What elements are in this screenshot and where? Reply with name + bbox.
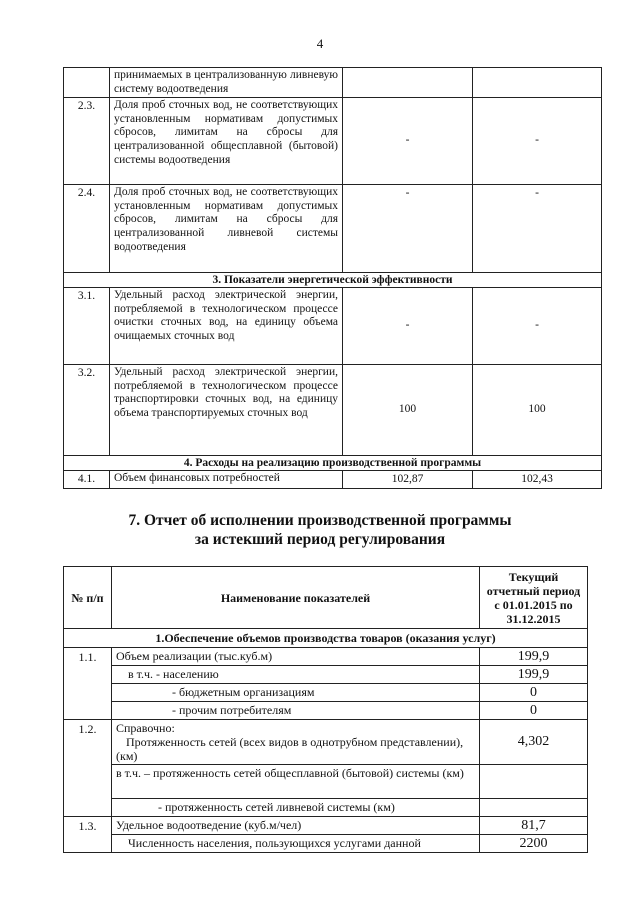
indicator-name: Удельный расход электрической энергии, потребляемой в технологическом процессе очистки сточных вод, на единицу объема очищаемых сточных вод [110, 288, 343, 365]
indicator-value-2: 100 [473, 365, 602, 456]
indicator-value-1: - [343, 98, 473, 185]
header-period: Текущий отчетный период с 01.01.2015 по 31.12.2015 [480, 567, 588, 629]
indicator-name: Удельный расход электрической энергии, потребляемой в технологическом процессе транспортировки сточных вод, на единицу объема транспортируемых сточных вод [110, 365, 343, 456]
indicator-value: 0 [480, 684, 588, 702]
indicator-value: 199,9 [480, 666, 588, 684]
row-number: 3.1. [64, 288, 110, 365]
indicator-value-1 [343, 68, 473, 98]
indicator-value-1: 100 [343, 365, 473, 456]
header-row [64, 567, 588, 629]
row-number: 4.1. [64, 471, 110, 489]
indicator-name [112, 720, 480, 765]
table-row [64, 684, 588, 702]
indicator-value-2: - [473, 288, 602, 365]
indicators-table [63, 67, 602, 489]
table-row [64, 185, 602, 273]
section-title-expenses: 4. Расходы на реализацию производственной программы [64, 456, 602, 471]
section-heading-line1: 7. Отчет об исполнении производственной программы [128, 512, 512, 529]
header-name: Наименование показателей [112, 567, 480, 629]
table-row [64, 365, 602, 456]
section-row [64, 273, 602, 288]
indicator-value: 81,7 [480, 817, 588, 835]
indicator-name: Доля проб сточных вод, не соответствующих установленным нормативам допустимых сбросов, лимитам на сбросы для централизованной ливневой системы водоотведения [110, 185, 343, 273]
indicator-name: Численность населения, пользующихся услугами данной [112, 835, 480, 853]
section-row [64, 629, 588, 648]
indicator-name: в т.ч. – протяженность сетей общесплавной (бытовой) системы (км) [112, 765, 480, 799]
table-row [64, 68, 602, 98]
table-row [64, 666, 588, 684]
indicator-value-2: 102,43 [473, 471, 602, 489]
indicator-name: в т.ч. - населению [112, 666, 480, 684]
table-row [64, 288, 602, 365]
section-heading-line2: за истекший период регулирования [194, 531, 446, 548]
indicator-value-2: - [473, 185, 602, 273]
indicator-value: 199,9 [480, 648, 588, 666]
report-table [63, 566, 588, 853]
indicator-name: - бюджетным организациям [112, 684, 480, 702]
row-number: 1.2. [64, 720, 112, 817]
table-row [64, 471, 602, 489]
indicator-value-1: 102,87 [343, 471, 473, 489]
indicator-name: - протяженность сетей ливневой системы (км) [112, 799, 480, 817]
indicator-value-1: - [343, 185, 473, 273]
row-number: 3.2. [64, 365, 110, 456]
row-number: 2.4. [64, 185, 110, 273]
section-row [64, 456, 602, 471]
indicator-name: принимаемых в централизованную ливневую систему водоотведения [110, 68, 343, 98]
indicator-value-2: - [473, 98, 602, 185]
header-num: № п/п [64, 567, 112, 629]
table-row [64, 799, 588, 817]
reference-body: Протяженность сетей (всех видов в однотрубном представлении), (км) [116, 735, 464, 763]
section-title-production: 1.Обеспечение объемов производства товаров (оказания услуг) [64, 629, 588, 648]
row-number: 1.3. [64, 817, 112, 853]
indicator-value [480, 799, 588, 817]
indicator-value: 4,302 [480, 720, 588, 765]
indicator-name: Объем реализации (тыс.куб.м) [112, 648, 480, 666]
table-row [64, 648, 588, 666]
table-row [64, 835, 588, 853]
row-number: 1.1. [64, 648, 112, 720]
indicator-name: Доля проб сточных вод, не соответствующих установленным нормативам допустимых сбросов, лимитам на сбросы для централизованной общесплавной (бытовой) системы водоотведения [110, 98, 343, 185]
indicator-name: - прочим потребителям [112, 702, 480, 720]
table-row [64, 720, 588, 765]
table-row [64, 765, 588, 799]
indicator-name: Объем финансовых потребностей [110, 471, 343, 489]
indicator-name: Удельное водоотведение (куб.м/чел) [112, 817, 480, 835]
indicator-value-2 [473, 68, 602, 98]
indicator-value-1: - [343, 288, 473, 365]
section-title-energy: 3. Показатели энергетической эффективности [64, 273, 602, 288]
indicator-value: 0 [480, 702, 588, 720]
indicator-value: 2200 [480, 835, 588, 853]
indicator-value [480, 765, 588, 799]
row-number [64, 68, 110, 98]
table-row [64, 98, 602, 185]
table-row [64, 702, 588, 720]
table-row [64, 817, 588, 835]
row-number: 2.3. [64, 98, 110, 185]
page-number: 4 [316, 36, 324, 51]
reference-title: Справочно: [116, 721, 175, 735]
